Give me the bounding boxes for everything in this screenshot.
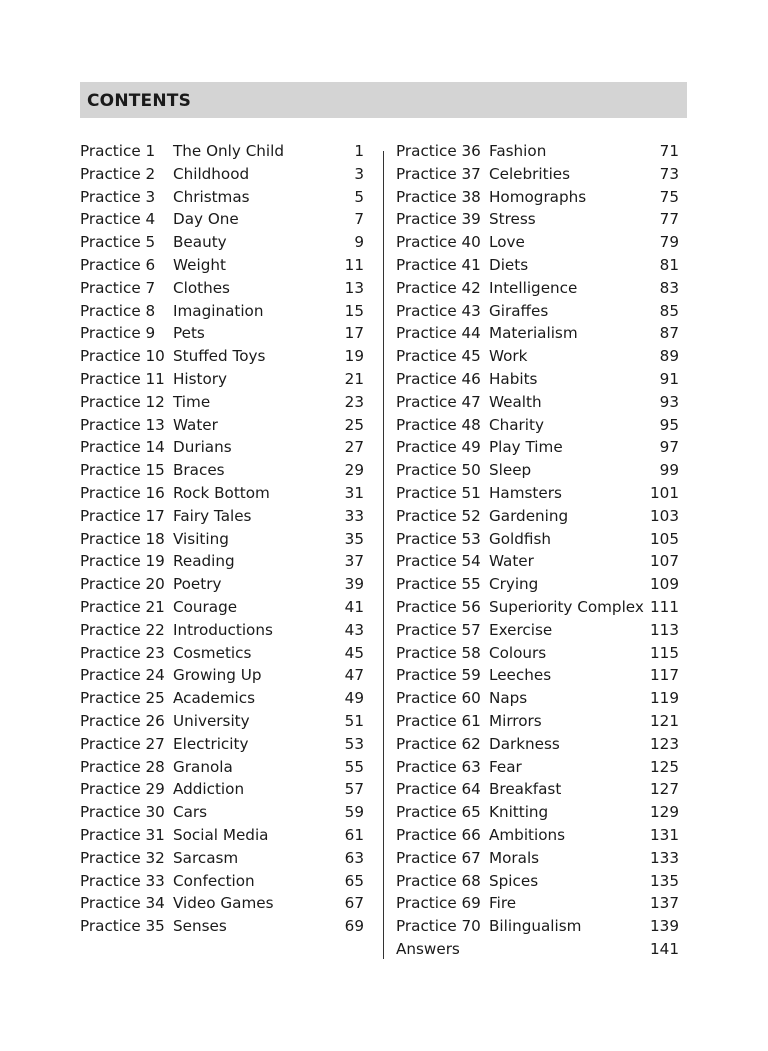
practice-number: Practice 31 (80, 825, 165, 844)
practice-title: Ambitions (489, 825, 566, 844)
toc-entry[interactable] (80, 208, 364, 231)
practice-title: Durians (173, 438, 232, 457)
page-number: 11 (344, 255, 364, 274)
practice-number: Practice 34 (80, 894, 165, 913)
toc-entry[interactable] (80, 550, 364, 573)
page-number: 41 (344, 597, 364, 616)
practice-title: Water (173, 415, 218, 434)
page-number: 45 (344, 643, 364, 662)
page-number: 29 (344, 461, 364, 480)
practice-title: Knitting (489, 803, 549, 822)
toc-entry[interactable] (396, 687, 679, 710)
toc-entry[interactable] (396, 824, 679, 847)
page-number: 113 (650, 620, 679, 639)
practice-title: History (173, 369, 228, 388)
toc-entry[interactable] (396, 163, 679, 186)
practice-title: Imagination (173, 301, 264, 320)
page-number: 55 (344, 757, 364, 776)
page-number: 7 (354, 210, 364, 229)
toc-entry[interactable] (80, 778, 364, 801)
practice-title: Confection (173, 871, 255, 890)
practice-title: Darkness (489, 734, 560, 753)
page-number: 61 (344, 825, 364, 844)
practice-number: Practice 2 (80, 164, 156, 183)
page-number: 23 (344, 392, 364, 411)
practice-number: Practice 54 (396, 552, 481, 571)
practice-title: University (173, 711, 250, 730)
practice-number: Practice 40 (396, 233, 481, 252)
practice-title: Homographs (489, 187, 587, 206)
practice-number: Practice 24 (80, 666, 165, 685)
practice-title: Growing Up (173, 666, 262, 685)
page-number: 37 (344, 552, 364, 571)
practice-number: Practice 33 (80, 871, 165, 890)
page-number: 137 (650, 894, 679, 913)
page-number: 85 (659, 301, 679, 320)
practice-title: Childhood (173, 164, 250, 183)
toc-entry[interactable] (80, 140, 364, 163)
practice-number: Practice 6 (80, 255, 156, 274)
practice-number: Practice 39 (396, 210, 481, 229)
page-number: 125 (650, 757, 679, 776)
toc-entry[interactable] (396, 186, 679, 209)
practice-number: Practice 19 (80, 552, 165, 571)
page-number: 13 (344, 278, 364, 297)
practice-number: Practice 42 (396, 278, 481, 297)
toc-entry[interactable] (80, 619, 364, 642)
page-number: 115 (650, 643, 679, 662)
practice-title: Christmas (173, 187, 250, 206)
practice-number: Practice 1 (80, 142, 156, 160)
practice-number: Practice 7 (80, 278, 156, 297)
practice-number: Practice 64 (396, 780, 481, 799)
toc-entry[interactable] (396, 573, 679, 596)
practice-title: Social Media (173, 825, 269, 844)
page-number: 59 (344, 803, 364, 822)
page-number: 133 (650, 848, 679, 867)
practice-number: Practice 38 (396, 187, 481, 206)
practice-number: Practice 25 (80, 689, 165, 708)
practice-title: Stress (489, 210, 536, 229)
practice-title: Celebrities (489, 164, 571, 183)
toc-entry[interactable] (80, 573, 364, 596)
practice-title: Diets (489, 255, 529, 274)
practice-title: Morals (489, 848, 540, 867)
toc-entry[interactable] (80, 436, 364, 459)
practice-number: Practice 3 (80, 187, 156, 206)
toc-entry[interactable] (396, 208, 679, 231)
toc-entry[interactable] (396, 345, 679, 368)
toc-entry[interactable] (396, 847, 679, 870)
practice-number: Practice 48 (396, 415, 481, 434)
practice-number: Practice 10 (80, 347, 165, 366)
practice-title: Bilingualism (489, 917, 582, 936)
toc-entry[interactable] (80, 801, 364, 824)
page-number: 93 (659, 392, 679, 411)
practice-title: Work (489, 347, 528, 366)
page-number: 91 (659, 369, 679, 388)
practice-title: Love (489, 233, 525, 252)
page-number: 123 (650, 734, 679, 753)
page-number: 79 (659, 233, 679, 252)
toc-entry[interactable] (396, 892, 679, 915)
practice-number: Practice 12 (80, 392, 165, 411)
toc-entry[interactable] (80, 322, 364, 345)
toc-entry[interactable] (396, 231, 679, 254)
toc-entry[interactable] (396, 140, 679, 163)
practice-title: Beauty (173, 233, 227, 252)
practice-number: Practice 20 (80, 575, 165, 594)
practice-title: Habits (489, 369, 538, 388)
page-number: 117 (650, 666, 679, 685)
practice-number: Practice 28 (80, 757, 165, 776)
practice-number: Practice 65 (396, 803, 481, 822)
toc-entry[interactable] (80, 892, 364, 915)
toc-entry[interactable] (396, 664, 679, 687)
toc-entry[interactable] (396, 619, 679, 642)
practice-number: Practice 32 (80, 848, 165, 867)
toc-entry[interactable] (396, 505, 679, 528)
toc-entry[interactable] (396, 436, 679, 459)
page-number: 67 (344, 894, 364, 913)
page-number: 99 (659, 461, 679, 480)
practice-title: Goldfish (489, 529, 552, 548)
answers-label: Answers (396, 939, 460, 958)
page-number: 83 (659, 278, 679, 297)
practice-number: Practice 67 (396, 848, 481, 867)
toc-entry[interactable] (80, 482, 364, 505)
toc-entry[interactable] (396, 322, 679, 345)
practice-title: Colours (489, 643, 547, 662)
toc-entry[interactable] (396, 642, 679, 665)
practice-title: Materialism (489, 324, 578, 343)
practice-title: Spices (489, 871, 539, 890)
page-number: 25 (344, 415, 364, 434)
practice-number: Practice 61 (396, 711, 481, 730)
practice-title: Weight (173, 255, 226, 274)
toc-entry[interactable] (80, 528, 364, 551)
practice-number: Practice 22 (80, 620, 165, 639)
page-number: 81 (659, 255, 679, 274)
practice-title: Rock Bottom (173, 483, 270, 502)
practice-number: Practice 4 (80, 210, 156, 229)
practice-number: Practice 58 (396, 643, 481, 662)
practice-number: Practice 27 (80, 734, 165, 753)
practice-title: Academics (173, 689, 256, 708)
toc-entry[interactable] (396, 733, 679, 756)
page-number: 77 (659, 210, 679, 229)
practice-title: Introductions (173, 620, 273, 639)
practice-title: Fire (489, 894, 517, 913)
toc-entry[interactable] (80, 505, 364, 528)
page-number: 19 (344, 347, 364, 366)
practice-title: Courage (173, 597, 238, 616)
practice-number: Practice 70 (396, 917, 481, 936)
practice-title: Leeches (489, 666, 552, 685)
page-number: 57 (344, 780, 364, 799)
practice-number: Practice 41 (396, 255, 481, 274)
page-number: 63 (344, 848, 364, 867)
practice-title: Time (173, 392, 211, 411)
page-number: 47 (344, 666, 364, 685)
toc-entry[interactable] (80, 642, 364, 665)
practice-title: Fashion (489, 142, 547, 160)
page-number: 69 (344, 917, 364, 936)
practice-title: Video Games (173, 894, 274, 913)
practice-number: Practice 26 (80, 711, 165, 730)
practice-title: Water (489, 552, 534, 571)
toc-entry[interactable] (80, 231, 364, 254)
practice-number: Practice 49 (396, 438, 481, 457)
practice-title: Granola (173, 757, 233, 776)
practice-title: Fear (489, 757, 522, 776)
toc-entry[interactable] (80, 414, 364, 437)
practice-title: Stuffed Toys (173, 347, 266, 366)
page-number: 97 (659, 438, 679, 457)
practice-title: Naps (489, 689, 528, 708)
practice-number: Practice 14 (80, 438, 165, 457)
toc-entry[interactable] (80, 915, 364, 938)
toc-entry[interactable] (80, 733, 364, 756)
page-number: 111 (650, 597, 679, 616)
toc-entry[interactable] (80, 824, 364, 847)
practice-number: Practice 66 (396, 825, 481, 844)
page-number: 107 (650, 552, 679, 571)
page-number: 49 (344, 689, 364, 708)
page-number: 119 (650, 689, 679, 708)
toc-entry[interactable] (80, 756, 364, 779)
practice-number: Practice 11 (80, 369, 165, 388)
page-number: 121 (650, 711, 679, 730)
practice-number: Practice 46 (396, 369, 481, 388)
page-number: 43 (344, 620, 364, 639)
contents-header-bar (80, 82, 687, 118)
page-number: 17 (344, 324, 364, 343)
toc-entry[interactable] (80, 254, 364, 277)
toc-entry[interactable] (80, 391, 364, 414)
practice-number: Practice 52 (396, 506, 481, 525)
page-number: 135 (650, 871, 679, 890)
practice-title: Intelligence (489, 278, 578, 297)
practice-title: Superiority Complex (489, 597, 644, 616)
practice-number: Practice 63 (396, 757, 481, 776)
toc-entry[interactable] (80, 847, 364, 870)
toc-entry[interactable] (396, 459, 679, 482)
toc-entry[interactable] (396, 596, 679, 619)
practice-title: Gardening (489, 506, 569, 525)
practice-number: Practice 47 (396, 392, 481, 411)
toc-entry[interactable] (396, 482, 679, 505)
toc-entry[interactable] (80, 345, 364, 368)
practice-number: Practice 43 (396, 301, 481, 320)
practice-number: Practice 30 (80, 803, 165, 822)
toc-entry[interactable] (396, 778, 679, 801)
practice-number: Practice 18 (80, 529, 165, 548)
page-number: 27 (344, 438, 364, 457)
toc-entry[interactable] (396, 915, 679, 938)
page-number: 139 (650, 917, 679, 936)
page-number: 1 (354, 142, 364, 160)
practice-title: Giraffes (489, 301, 549, 320)
toc-entry[interactable] (396, 277, 679, 300)
page-number: 129 (650, 803, 679, 822)
practice-title: Pets (173, 324, 205, 343)
toc-entry[interactable] (396, 254, 679, 277)
page-title: CONTENTS (87, 91, 192, 111)
practice-title: Cars (173, 803, 208, 822)
practice-number: Practice 21 (80, 597, 165, 616)
contents-column-right (396, 140, 679, 961)
toc-entry[interactable] (80, 163, 364, 186)
practice-number: Practice 15 (80, 461, 165, 480)
practice-title: Play Time (489, 438, 563, 457)
practice-title: Hamsters (489, 483, 562, 502)
practice-title: Breakfast (489, 780, 562, 799)
contents-column-left (80, 140, 364, 938)
page-number: 53 (344, 734, 364, 753)
page-number: 65 (344, 871, 364, 890)
page-number: 35 (344, 529, 364, 548)
page-number: 9 (354, 233, 364, 252)
practice-title: Sarcasm (173, 848, 239, 867)
page-number: 71 (659, 142, 679, 160)
practice-number: Practice 44 (396, 324, 481, 343)
practice-title: Wealth (489, 392, 542, 411)
toc-entry[interactable] (396, 870, 679, 893)
page-number: 73 (659, 164, 679, 183)
page-number: 87 (659, 324, 679, 343)
page-number: 5 (354, 187, 364, 206)
practice-title: Mirrors (489, 711, 542, 730)
practice-title: Electricity (173, 734, 249, 753)
practice-title: Visiting (173, 529, 229, 548)
practice-number: Practice 5 (80, 233, 156, 252)
page-number: 127 (650, 780, 679, 799)
toc-entry-answers[interactable] (396, 938, 679, 961)
page-number: 89 (659, 347, 679, 366)
page-number: 31 (344, 483, 364, 502)
toc-entry[interactable] (80, 596, 364, 619)
practice-number: Practice 51 (396, 483, 481, 502)
toc-entry[interactable] (80, 368, 364, 391)
practice-title: Poetry (173, 575, 222, 594)
practice-number: Practice 9 (80, 324, 156, 343)
toc-entry[interactable] (396, 550, 679, 573)
toc-entry[interactable] (396, 414, 679, 437)
practice-title: The Only Child (173, 142, 284, 160)
toc-entry[interactable] (396, 528, 679, 551)
practice-number: Practice 23 (80, 643, 165, 662)
toc-entry[interactable] (80, 186, 364, 209)
practice-number: Practice 57 (396, 620, 481, 639)
toc-entry[interactable] (80, 300, 364, 323)
practice-title: Exercise (489, 620, 553, 639)
practice-title: Braces (173, 461, 225, 480)
practice-title: Cosmetics (173, 643, 252, 662)
practice-title: Addiction (173, 780, 245, 799)
page-number: 3 (354, 164, 364, 183)
practice-number: Practice 62 (396, 734, 481, 753)
practice-number: Practice 37 (396, 164, 481, 183)
practice-number: Practice 68 (396, 871, 481, 890)
practice-title: Clothes (173, 278, 230, 297)
page-number: 21 (344, 369, 364, 388)
practice-number: Practice 59 (396, 666, 481, 685)
page-number: 103 (650, 506, 679, 525)
practice-number: Practice 69 (396, 894, 481, 913)
page-number: 105 (650, 529, 679, 548)
page-number: 15 (344, 301, 364, 320)
practice-title: Day One (173, 210, 239, 229)
practice-title: Fairy Tales (173, 506, 252, 525)
practice-number: Practice 29 (80, 780, 165, 799)
practice-number: Practice 35 (80, 917, 165, 936)
page-number: 51 (344, 711, 364, 730)
practice-number: Practice 53 (396, 529, 481, 548)
page-number: 75 (659, 187, 679, 206)
toc-entry[interactable] (396, 756, 679, 779)
toc-entry[interactable] (396, 368, 679, 391)
toc-entry[interactable] (80, 277, 364, 300)
practice-number: Practice 16 (80, 483, 165, 502)
practice-title: Charity (489, 415, 544, 434)
page-number: 109 (650, 575, 679, 594)
practice-number: Practice 56 (396, 597, 481, 616)
practice-number: Practice 50 (396, 461, 481, 480)
practice-title: Senses (173, 917, 227, 936)
page-number: 39 (344, 575, 364, 594)
practice-number: Practice 8 (80, 301, 156, 320)
page-number: 95 (659, 415, 679, 434)
practice-number: Practice 17 (80, 506, 165, 525)
column-divider (383, 151, 384, 959)
toc-entry[interactable] (396, 801, 679, 824)
toc-entry[interactable] (396, 300, 679, 323)
page-number: 131 (650, 825, 679, 844)
practice-title: Sleep (489, 461, 532, 480)
page-number: 33 (344, 506, 364, 525)
practice-number: Practice 13 (80, 415, 165, 434)
practice-number: Practice 45 (396, 347, 481, 366)
toc-entry[interactable] (80, 710, 364, 733)
practice-title: Reading (173, 552, 235, 571)
practice-number: Practice 60 (396, 689, 481, 708)
practice-number: Practice 36 (396, 142, 481, 160)
page-number: 141 (650, 939, 679, 958)
toc-entry[interactable] (80, 664, 364, 687)
page-number: 101 (650, 483, 679, 502)
toc-entry[interactable] (80, 459, 364, 482)
toc-entry[interactable] (396, 391, 679, 414)
practice-title: Crying (489, 575, 539, 594)
toc-entry[interactable] (396, 710, 679, 733)
practice-number: Practice 55 (396, 575, 481, 594)
toc-entry[interactable] (80, 870, 364, 893)
toc-entry[interactable] (80, 687, 364, 710)
